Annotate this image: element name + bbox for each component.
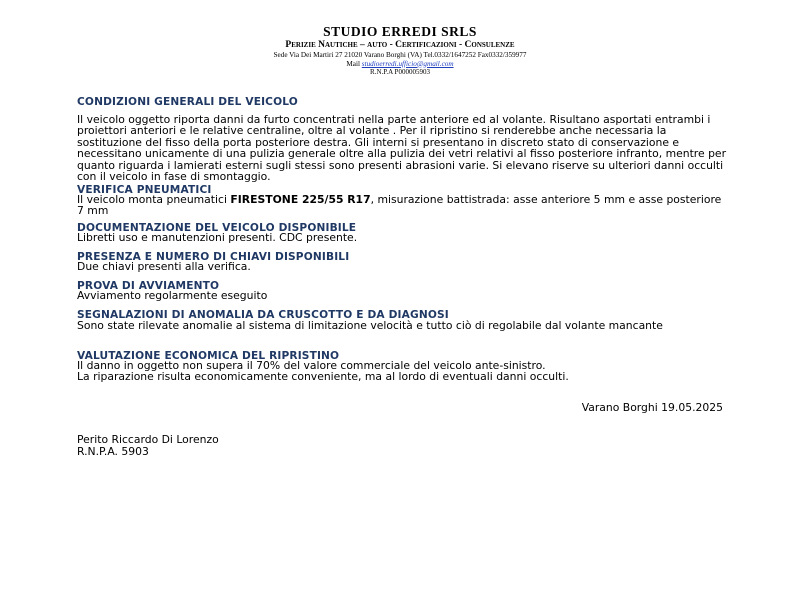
paragraph-pneumatici — [77, 194, 727, 217]
heading-valutazione: VALUTAZIONE ECONOMICA DEL RIPRISTINO — [77, 350, 340, 362]
paragraph-avviamento: Avviamento regolarmente eseguito — [77, 289, 268, 302]
company-address: Sede Via Dei Martiri 27 21020 Varano Borghi (VA) Tel.0332/1647252 Fax0332/359977 — [273, 51, 527, 59]
valutazione-line-2: La riparazione risulta economicamente conveniente, ma al lordo di eventuali danni occulti. — [77, 370, 569, 384]
mail-link[interactable]: studioerredi.ufficio@gmail.com — [361, 59, 454, 68]
paragraph-chiavi: Due chiavi presenti alla verifica. — [77, 260, 251, 273]
valutazione-line-1: Il danno in oggetto non supera il 70% del valore commerciale del veicolo ante-sinistro. — [77, 359, 546, 372]
heading-chiavi: PRESENZA E NUMERO DI CHIAVI DISPONIBILI — [77, 251, 350, 263]
company-name: STUDIO ERREDI SRLS — [323, 24, 477, 39]
letterhead — [0, 24, 800, 77]
heading-pneumatici: VERIFICA PNEUMATICI — [77, 184, 212, 196]
pneumatici-text-before: Il veicolo monta pneumatici — [77, 193, 231, 206]
signer-name: Perito Riccardo Di Lorenzo — [77, 433, 219, 446]
signer-block — [77, 434, 219, 457]
heading-documentazione: DOCUMENTAZIONE DEL VEICOLO DISPONIBILE — [77, 222, 357, 234]
mail-label: Mail — [346, 59, 360, 68]
heading-condizioni: CONDIZIONI GENERALI DEL VEICOLO — [77, 96, 298, 108]
paragraph-valutazione — [77, 360, 727, 383]
tyre-model: FIRESTONE 225/55 R17 — [230, 193, 371, 206]
company-rnpa: R.N.P.A P000005903 — [370, 68, 430, 76]
company-subtitle: Perizie Nautiche – auto - Certificazioni - Consulenze — [285, 40, 515, 50]
paragraph-condizioni: Il veicolo oggetto riporta danni da furto concentrati nella parte anteriore ed al volante. Risultano asportati entrambi i proiettori anteriori e le relative centraline, oltre al volante . Per il ripristino si renderebbe anche necessaria la sostituzione del fisso della porta posteriore destra. Gli interni si presentano in discreto stato di conservazione e necessitano unicamente di una pulizia generale oltre alla pulizia dei vetri relativi al fisso posteriore infranto, mentre per quanto riguarda i lamierati esterni sugli stessi sono presenti abrasioni varie. Si elevano riserve su ulteriori danni occulti con il veicolo in fase di smontaggio. — [77, 113, 727, 184]
document-date: Varano Borghi 19.05.2025 — [581, 401, 723, 414]
heading-avviamento: PROVA DI AVVIAMENTO — [77, 280, 220, 292]
paragraph-documentazione: Libretti uso e manutenzioni presenti. CDC presente. — [77, 231, 358, 244]
heading-anomalie: SEGNALAZIONI DI ANOMALIA DA CRUSCOTTO E DA DIAGNOSI — [77, 309, 449, 321]
company-mail-line — [0, 60, 800, 69]
signer-rnpa: R.N.P.A. 5903 — [77, 444, 149, 458]
paragraph-anomalie: Sono state rilevate anomalie al sistema di limitazione velocità e tutto ciò di regolabile dal volante mancante — [77, 319, 663, 332]
pneumatici-text-after: , misurazione battistrada: asse anteriore 5 mm e asse posteriore 7 mm — [77, 193, 722, 218]
